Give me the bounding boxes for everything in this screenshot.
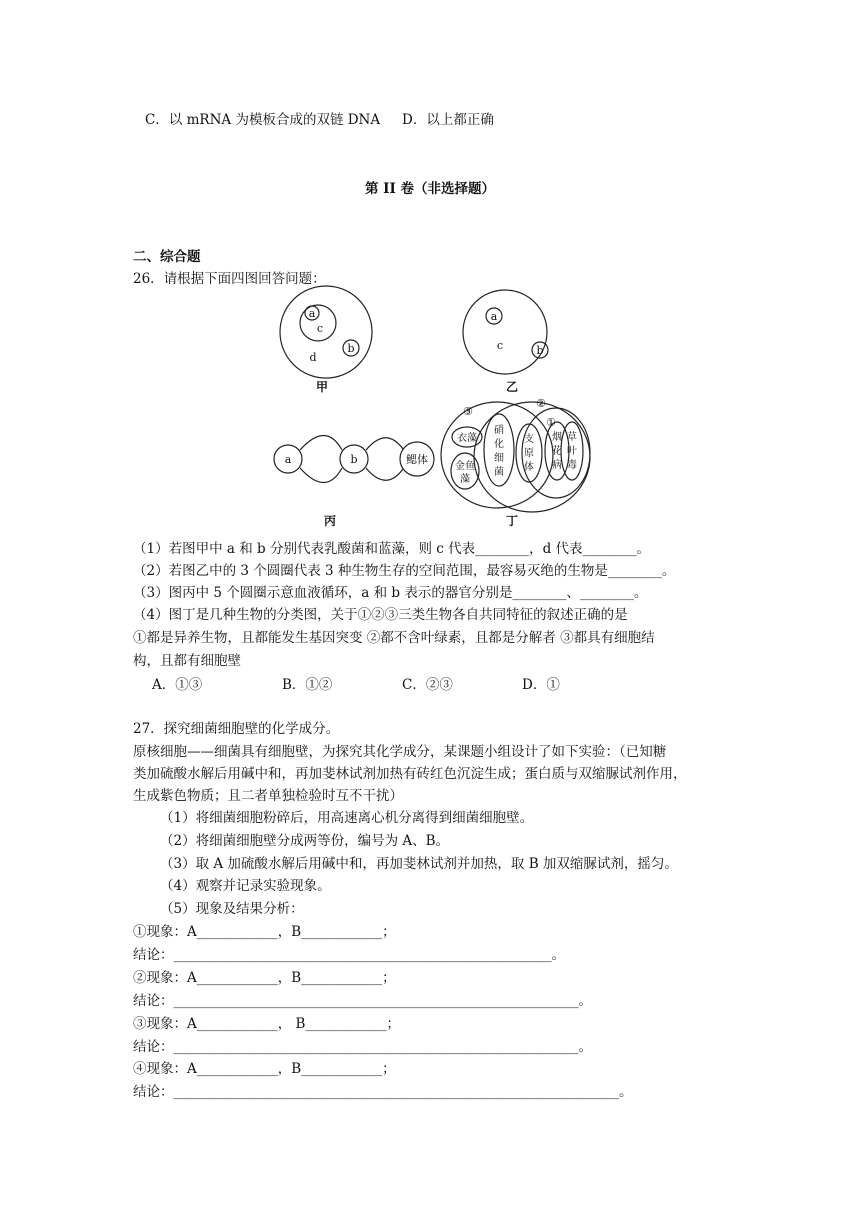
jia-label-d: d xyxy=(309,351,317,364)
ding-yizao: 衣藻 xyxy=(457,433,477,444)
q26-stem: 26．请根据下面四图回答问题： xyxy=(133,271,326,287)
ding-zhiyuan-1: 支 xyxy=(524,434,534,445)
q26-option-c: C．②③ xyxy=(402,677,453,693)
q26-sub1: （1）若图甲中 a 和 b 分别代表乳酸菌和蓝藻，则 c 代表________，d 代表________。 xyxy=(133,541,651,557)
result-2-phenomenon: ②现象：A____________，B____________； xyxy=(133,970,396,986)
result-3-phenomenon: ③现象：A____________， B____________； xyxy=(133,1016,400,1032)
q26-sub3: （3）图丙中 5 个圆圈示意血液循环，a 和 b 表示的器官分别是________、________。 xyxy=(133,585,648,601)
result-4-conclusion: 结论：__________________________________________________________________。 xyxy=(133,1084,633,1100)
ding-yanhua-1: 烟 xyxy=(552,432,562,443)
q26-sub4: （4）图丁是几种生物的分类图，关于①②③三类生物各自共同特征的叙述正确的是 xyxy=(133,607,628,623)
yi-label-b: b xyxy=(536,344,544,357)
q27-step-5: （5）现象及结果分析： xyxy=(160,901,304,917)
ding-jinyuzao-2: 藻 xyxy=(460,474,470,485)
q27-intro-2: 类加硫酸水解后用碱中和，再加斐林试剂加热有砖红色沉淀生成；蛋白质与双缩脲试剂作用， xyxy=(133,766,687,782)
figure-yi xyxy=(463,290,548,374)
q26-sub4-line3: 构，且都有细胞壁 xyxy=(133,653,241,669)
ding-caoye-1: 草 xyxy=(567,432,577,443)
q26-sub4-line2: ①都是异养生物，且都能发生基因突变 ②都不含叶绿素，且都是分解者 ③都具有细胞结 xyxy=(133,630,655,646)
q27-stem: 27．探究细菌细胞壁的化学成分。 xyxy=(133,721,340,737)
section-title: 二、综合题 xyxy=(133,249,201,265)
ding-yanhua-3: 病 xyxy=(552,460,562,471)
bing-label-a: a xyxy=(284,453,292,466)
q26-option-a: A．①③ xyxy=(152,677,203,693)
caption-yi: 乙 xyxy=(505,380,519,394)
yi-label-c: c xyxy=(496,339,504,352)
bing-label-third: 鳃体 xyxy=(406,453,428,466)
q26-option-b: B．①② xyxy=(282,677,333,693)
jia-label-b: b xyxy=(347,342,355,355)
bing-label-b: b xyxy=(350,453,358,466)
q26-figures xyxy=(0,285,860,530)
q27-intro-1: 原核细胞——细菌具有细胞壁，为探究其化学成分，某课题小组设计了如下实验：（已知糖 xyxy=(133,744,667,760)
result-2-conclusion: 结论：____________________________________________________________。 xyxy=(133,993,592,1009)
jia-label-c: c xyxy=(316,322,324,335)
q26-sub2: （2）若图乙中的 3 个圆圈代表 3 种生物生存的空间范围，最容易灭绝的生物是________。 xyxy=(133,563,676,579)
caption-bing: 丙 xyxy=(323,514,337,528)
ding-xiaohua-2: 化 xyxy=(494,439,504,450)
jia-label-a: a xyxy=(308,307,316,320)
figure-jia xyxy=(280,286,372,378)
ding-xiaohua-4: 菌 xyxy=(494,467,504,478)
result-3-conclusion: 结论：____________________________________________________________。 xyxy=(133,1039,592,1055)
ding-marker-3: ③ xyxy=(463,405,473,418)
ding-jinyuzao-1: 金鱼 xyxy=(455,461,475,472)
yi-label-a: a xyxy=(490,310,498,323)
result-4-phenomenon: ④现象：A____________，B____________； xyxy=(133,1061,396,1077)
ding-marker-1: ① xyxy=(546,416,556,429)
caption-jia: 甲 xyxy=(315,380,329,394)
ding-caoye-2: 叶 xyxy=(567,446,577,457)
ding-yanhua-2: 花 xyxy=(552,446,562,457)
ding-caoye-3: 毒 xyxy=(567,460,577,471)
figure-ding xyxy=(441,402,590,512)
caption-ding: 丁 xyxy=(505,514,519,528)
ding-zhiyuan-2: 原 xyxy=(524,448,534,459)
option-d-previous: D．以上都正确 xyxy=(402,112,494,128)
q26-option-d: D．① xyxy=(522,677,560,693)
ding-zhiyuan-3: 体 xyxy=(524,462,534,473)
ding-xiaohua-1: 硝 xyxy=(494,425,504,436)
q27-step-4: （4）观察并记录实验现象。 xyxy=(160,878,331,894)
q27-step-1: （1）将细菌细胞粉碎后，用高速离心机分离得到细菌细胞壁。 xyxy=(160,810,534,826)
ding-xiaohua-3: 细 xyxy=(494,453,504,464)
result-1-phenomenon: ①现象：A____________，B____________； xyxy=(133,924,396,940)
volume-title: 第 II 卷（非选择题） xyxy=(364,181,496,197)
q27-intro-3: 生成紫色物质；且二者单独检验时互不干扰） xyxy=(133,788,403,804)
ding-marker-2: ② xyxy=(536,397,546,410)
q27-step-2: （2）将细菌细胞壁分成两等份，编号为 A、B。 xyxy=(160,833,450,849)
q27-step-3: （3）取 A 加硫酸水解后用碱中和，再加斐林试剂并加热，取 B 加双缩脲试剂，摇匀。 xyxy=(160,856,678,872)
result-1-conclusion: 结论：________________________________________________________。 xyxy=(133,947,565,963)
option-c-previous: C．以 mRNA 为模板合成的双链 DNA xyxy=(145,112,381,128)
